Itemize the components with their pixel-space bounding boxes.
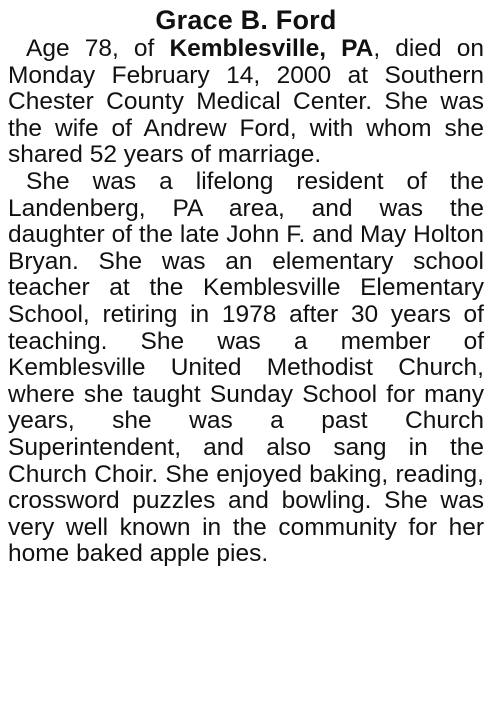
obituary-paragraph-2: She was a lifelong resident of the Landenberg, PA area, and was the daughter of the late John F. and May Holton Bryan. She was an elementary school teacher at the Kemblesville Elementary School, retiring in 1978 after 30 years of teaching. She was a member of Kemblesville United Methodist Church, where she taught Sunday School for many years, she was a past Church Superintendent, and also sang in the Church Choir. She enjoyed baking, reading, crossword puzzles and bowling. She was very well known in the community for her home baked apple pies. <box>8 167 484 568</box>
paragraph-1-text: , died on Monday February 14, 2000 at Southern Chester County Medical Center. She was the wife of Andrew Ford, with whom she shared 52 years of marriage. <box>8 35 484 169</box>
paragraph-1-lead: Age 78, of <box>26 35 170 62</box>
obituary-headline: Grace B. Ford <box>155 5 337 35</box>
obituary-paragraph-1 <box>8 36 484 169</box>
obituary-body <box>0 36 492 568</box>
residence-place: Kemblesville, PA <box>169 35 374 62</box>
